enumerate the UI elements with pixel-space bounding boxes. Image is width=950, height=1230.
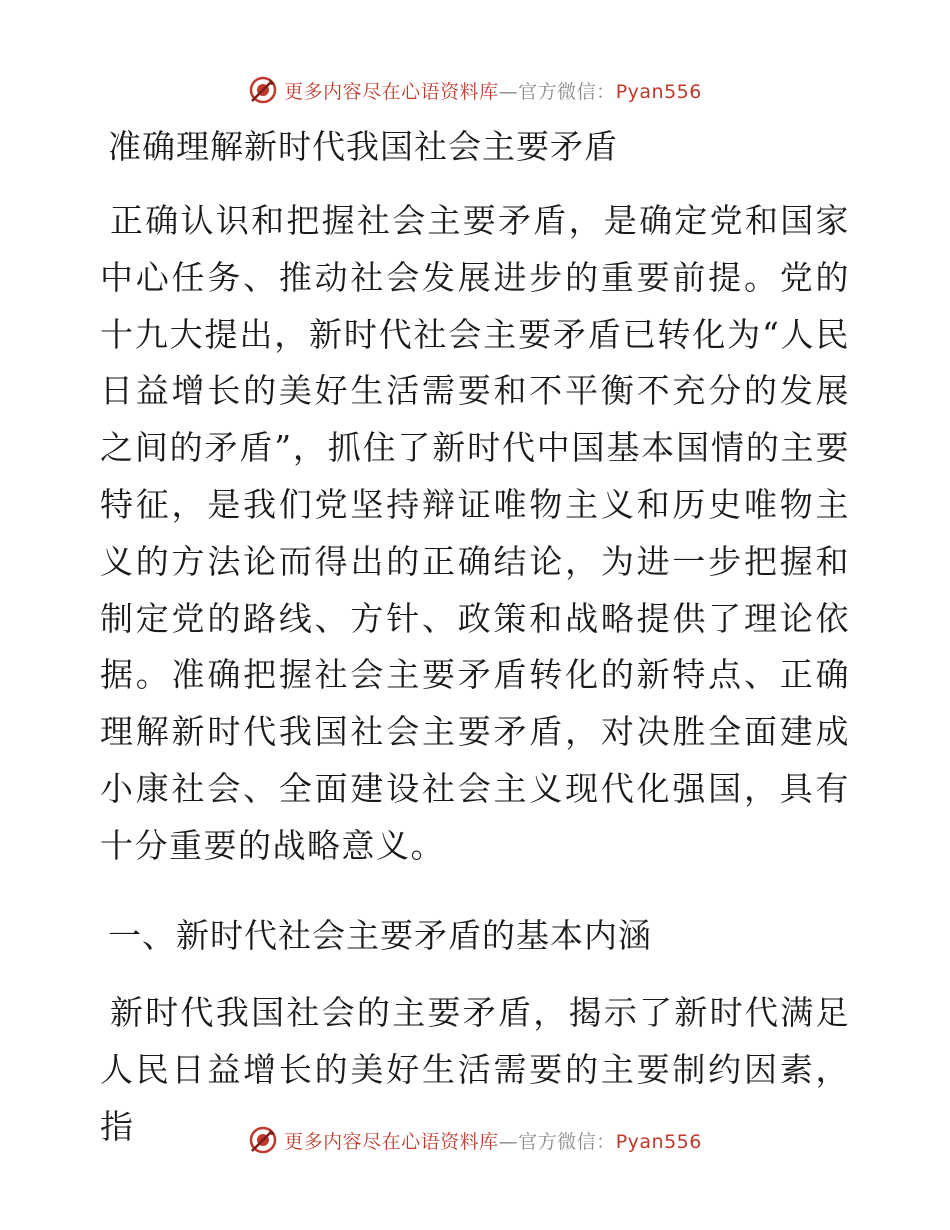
banner-text: 更多内容尽在心语资料库 bbox=[284, 1130, 499, 1153]
banner-dash: — bbox=[498, 1130, 519, 1153]
quill-pen-logo-icon bbox=[248, 75, 278, 105]
footer-watermark-banner bbox=[0, 1120, 950, 1160]
banner-text-line bbox=[284, 1127, 702, 1154]
banner-text-line bbox=[284, 77, 702, 104]
banner-text: 更多内容尽在心语资料库 bbox=[284, 80, 499, 103]
document-title: 准确理解新时代我国社会主要矛盾 bbox=[108, 127, 618, 166]
banner-wechat-id: Pyan556 bbox=[615, 1130, 702, 1153]
banner-dash: — bbox=[498, 80, 519, 103]
paragraph-intro: 正确认识和把握社会主要矛盾，是确定党和国家中心任务、推动社会发展进步的重要前提。党的十九大提出，新时代社会主要矛盾已转化为“人民日益增长的美好生活需要和不平衡不充分的发展之间的矛盾”，抓住了新时代中国基本国情的主要特征，是我们党坚持辩证唯物主义和历史唯物主义的方法论而得出的正确结论，为进一步把握和制定党的路线、方针、政策和战略提供了理论依据。准确把握社会主要矛盾转化的新特点、正确理解新时代我国社会主要矛盾，对决胜全面建成小康社会、全面建设社会主义现代化强国，具有十分重要的战略意义。 bbox=[100, 201, 850, 865]
banner-wechat-id: Pyan556 bbox=[615, 80, 702, 103]
banner-wechat-label: 官方微信： bbox=[518, 1130, 616, 1153]
banner-wechat-label: 官方微信： bbox=[518, 80, 616, 103]
quill-pen-logo-icon bbox=[248, 1125, 278, 1155]
paragraph-section-1: 新时代我国社会的主要矛盾，揭示了新时代满足人民日益增长的美好生活需要的主要制约因素，指 bbox=[100, 993, 850, 1146]
section-heading-1: 一、新时代社会主要矛盾的基本内涵 bbox=[108, 916, 652, 955]
header-watermark-banner bbox=[0, 70, 950, 110]
